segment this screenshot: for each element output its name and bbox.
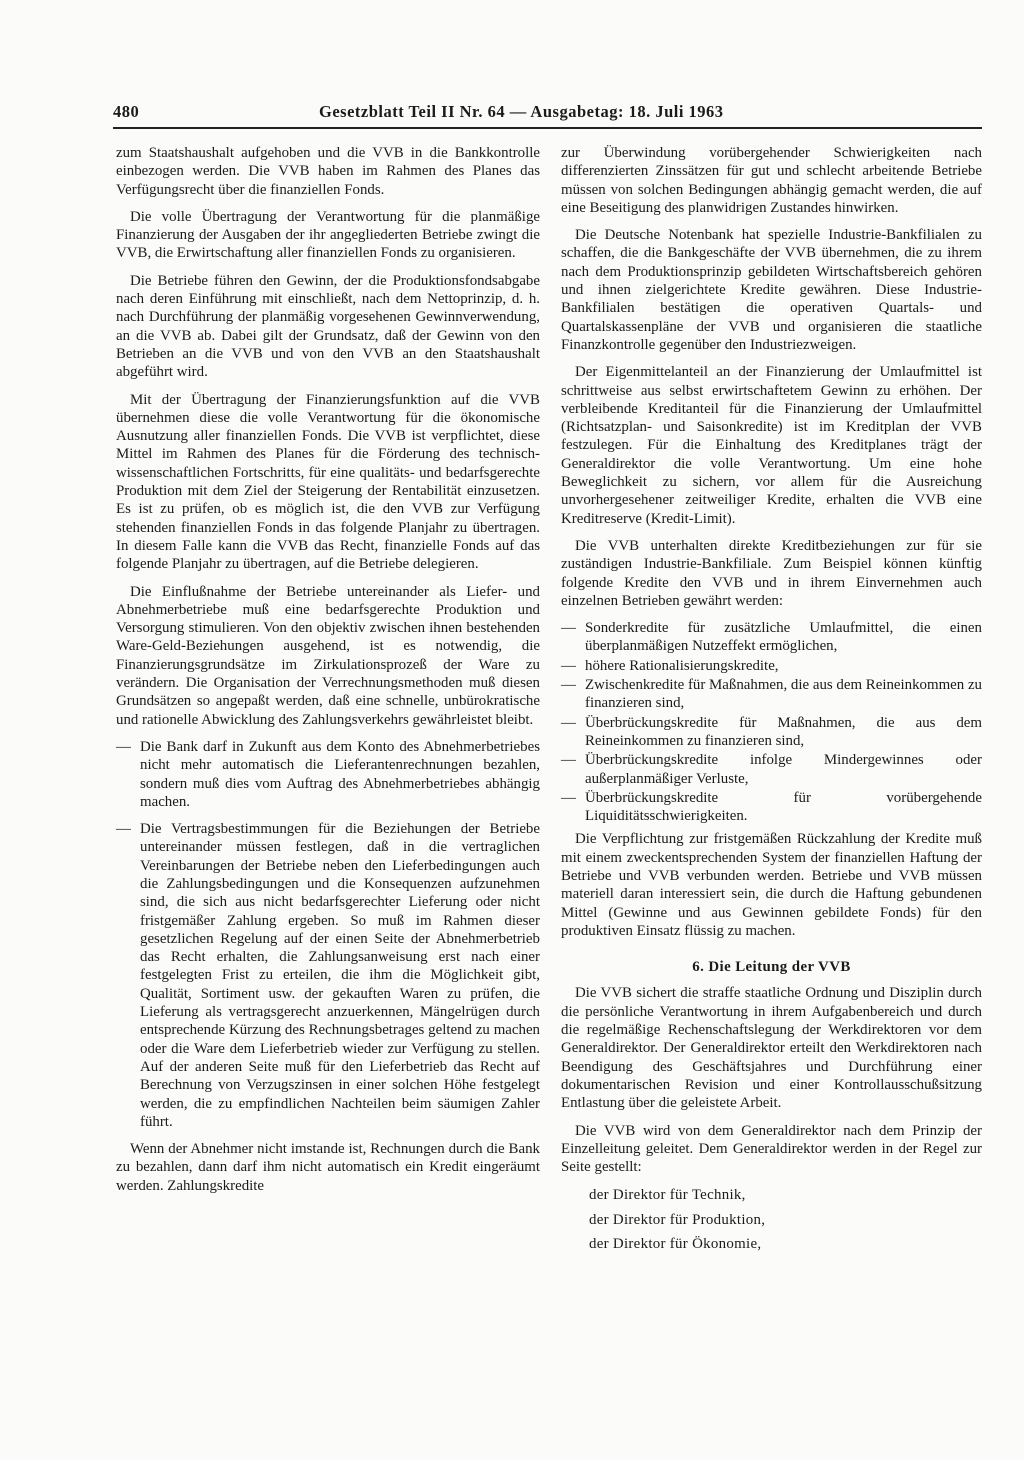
credit-list-item: — Überbrückungskredite für Maßnahmen, die aus dem Reineinkommen zu finanzieren sind, [561,714,982,751]
paragraph: Die VVB wird von dem Generaldirektor nach dem Prinzip der Einzelleitung geleitet. Dem Generaldirektor werden in der Regel zur Seite gestellt: [561,1122,982,1176]
left-column [116,144,540,1204]
credit-list-item: — Zwischenkredite für Maßnahmen, die aus dem Reineinkommen zu finanzieren sind, [561,676,982,713]
header-rule [113,127,982,129]
paragraph: Die VVB sichert die straffe staatliche Ordnung und Disziplin durch die persönliche Verantwortung in ihrem Aufgabenbereich und durch die regelmäßige Rechenschaftslegung der Werkdirektoren vor dem Generaldirektor. Der Generaldirektor erteilt den Werkdirektoren nach Beendigung des Geschäftsjahres und Durchführung einer dokumentarischen Revision und einer Kontrollausschußsitzung Entlastung über die geleistete Arbeit. [561,985,982,1112]
paragraph: zum Staatshaushalt aufgehoben und die VVB in die Bankkontrolle einbezogen werden. Die VVB haben im Rahmen des Planes das Verfügungsrecht über die finanziellen Fonds. [116,145,540,198]
paragraph: Der Eigenmittelanteil an der Finanzierung der Umlaufmittel ist schrittweise aus selbst erwirtschaftetem Gewinn zu erhöhen. Der verbleibende Kreditanteil für die Finanzierung der Umlaufmittel (Richtsatzplan- und Saisonkredite) ist im Kreditplan der VVB festzulegen. Für die Einhaltung des Kreditplanes trägt der Generaldirektor die volle Verantwortung. Um eine hohe Beweglichkeit zu sichern, vor allem für die Ausreichung unvorhergesehener zeitweiliger Kredite, erhalten die VVB eine Kreditreserve (Kredit-Limit). [561,364,982,527]
paragraph: Die Verpflichtung zur fristgemäßen Rückzahlung der Kredite muß mit einem zweckentsprechenden System der finanziellen Haftung der Betriebe und VVB verbunden werden. Betriebe und VVB müssen materiell daran interessiert sein, die durch die Haftung gebundenen Mittel (Gewinne und aus Gewinnen gebildete Fonds) für den produktiven Einsatz flüssig zu machen. [561,831,982,939]
director-list-item: der Direktor für Produktion, [589,1211,766,1228]
credit-list [561,619,982,825]
running-title: Gesetzblatt Teil II Nr. 64 — Ausgabetag: 18. Juli 1963 [319,102,724,121]
section-heading: 6. Die Leitung der VVB [692,959,851,976]
director-list [589,1186,982,1253]
paragraph: Die VVB unterhalten direkte Kreditbeziehungen zur für sie zuständigen Industrie-Bankfiliale. Zum Beispiel können künftig folgende Kredite den VVB und in ihrem Einvernehmen auch einzelnen Betrieben gewährt werden: [561,537,982,609]
dash-list-item: — Die Vertragsbestimmungen für die Beziehungen der Betriebe untereinander müssen festlegen, daß in die vertraglichen Vereinbarungen der Betriebe neben den Lieferbedingungen auch die Zahlungsbedingungen und die Konsequenzen aufzunehmen sind, die sich aus nicht bedarfsgerechter Lieferung oder nicht fristgemäßer Zahlung ergeben. So muß im Rahmen dieser gesetzlichen Regelung auf der einen Seite der Abnehmerbetrieb das Recht erhalten, die Zahlungsanweisung erst nach einer festgelegten Frist zu erteilen, die ihm die Möglichkeit gibt, Qualität, Sortiment usw. der gekauften Waren zu prüfen, die Lieferung als vertragsgerecht anzuerkennen, Mängelrügen durch entsprechende Kürzung des Rechnungsbetrages geltend zu machen oder die Ware dem Lieferbetrieb wieder zur Verfügung zu stellen. Auf der anderen Seite muß für den Lieferbetrieb das Recht auf Berechnung von Verzugszinsen in einer solchen Höhe festgelegt werden, die zu empfindlichen Nachteilen beim säumigen Zahler führt. [116,820,540,1131]
credit-list-item: — Überbrückungskredite infolge Mindergewinnes oder außerplanmäßiger Verluste, [561,751,982,788]
paragraph: Die Einflußnahme der Betriebe untereinander als Liefer- und Abnehmerbetriebe muß eine bedarfsgerechte Produktion und Versorgung stimulieren. Von den objektiv zwischen ihnen bestehenden Ware-Geld-Beziehungen ausgehend, ist es notwendig, die Finanzierungsgrundsätze im Zirkulationsprozeß der Ware zu verändern. Die Organisation der Verrechnungsmethoden muß diesen Grundsätzen so angepaßt werden, daß eine schnelle, unbürokratische und rationelle Abwicklung des Zahlungsverkehrs gewährleistet bleibt. [116,583,540,728]
director-list-item: der Direktor für Technik, [589,1187,746,1204]
paragraph: Mit der Übertragung der Finanzierungsfunktion auf die VVB übernehmen diese die volle Verantwortung für die ökonomische Ausnutzung aller finanziellen Fonds. Die VVB ist verpflichtet, diese Mittel im Rahmen des Planes für die Förderung des technisch-wissenschaftlichen Fortschritts, für eine qualitäts- und bedarfsgerechte Produktion mit dem Ziel der Steigerung der Rentabilität einzusetzen. Es ist zu prüfen, ob es möglich ist, die den VVB zur Verfügung stehenden finanziellen Fonds in das folgende Planjahr zu übertragen. In diesem Falle kann die VVB das Recht, finanzielle Fonds auf das folgende Planjahr zu übertragen, auf die Betriebe delegieren. [116,391,540,573]
page-number: 480 [113,102,140,121]
credit-list-item: — Sonderkredite für zusätzliche Umlaufmittel, die einen überplanmäßigen Nutzeffekt ermöglichen, [561,619,982,656]
credit-list-item: — Überbrückungskredite für vorübergehende Liquiditätsschwierigkeiten. [561,789,982,826]
paragraph: zur Überwindung vorübergehender Schwierigkeiten nach differenzierten Zinssätzen für gut und schlecht arbeitende Betriebe müssen von solchen Bedingungen abhängig gemacht werden, die auf eine Beseitigung des planwidrigen Zustandes hinwirken. [561,145,982,216]
director-list-item: der Direktor für Ökonomie, [589,1236,762,1253]
dash-list-item: — Die Bank darf in Zukunft aus dem Konto des Abnehmerbetriebes nicht mehr automatisch die Lieferantenrechnungen bezahlen, sondern muß dies vom Auftrag des Abnehmerbetriebes abhängig machen. [116,738,540,811]
paragraph: Die Betriebe führen den Gewinn, der die Produktionsfondsabgabe nach deren Einführung mit einschließt, nach dem Nettoprinzip, d. h. nach Durchführung der planmäßig vorgesehenen Gewinnverwendung, an die VVB ab. Dabei gilt der Grundsatz, daß der Gewinn von den Betrieben an die VVB und von den VVB an den Staatshaushalt abgeführt wird. [116,272,540,381]
credit-list-item: — höhere Rationalisierungskredite, [561,657,982,675]
page-header [113,102,983,128]
right-column [561,144,982,1259]
paragraph: Die Deutsche Notenbank hat spezielle Industrie-Bankfilialen zu schaffen, die die Bankgeschäfte der VVB übernehmen, die zu ihrem nach dem Produktionsprinzip gebildeten Wirtschaftsbereich gehören und ihnen zielgerichtete Kredite gewähren. Diese Industrie-Bankfilialen bestätigen die operativen Quartals- und Quartalskassenpläne der VVB und organisieren die staatliche Finanzkontrolle gegenüber den Industriezweigen. [561,227,982,353]
paragraph: Wenn der Abnehmer nicht imstande ist, Rechnungen durch die Bank zu bezahlen, dann darf ihm nicht automatisch ein Kredit eingeräumt werden. Zahlungskredite [116,1141,540,1194]
paragraph: Die volle Übertragung der Verantwortung für die planmäßige Finanzierung der Ausgaben der ihr angegliederten Betriebe zwingt die VVB, die Erwirtschaftung aller finanziellen Fonds zu organisieren. [116,208,540,262]
